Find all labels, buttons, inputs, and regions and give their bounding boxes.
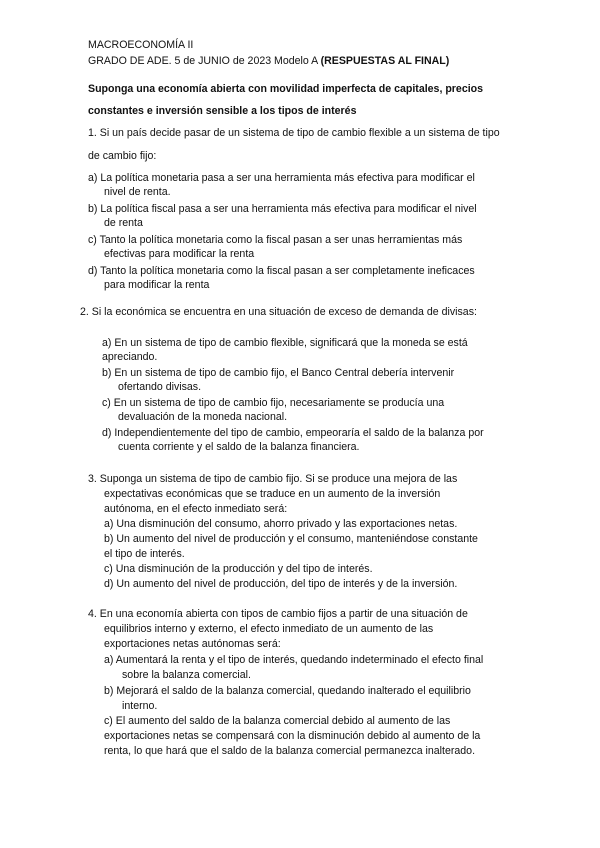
q1-stem-line-2: de cambio fijo: <box>88 150 157 162</box>
exam-answers-note: (RESPUESTAS AL FINAL) <box>320 55 450 67</box>
q2-option-a: a) En un sistema de tipo de cambio flexible, significará que la moneda se está <box>102 337 468 349</box>
q1-option-a-cont: nivel de renta. <box>104 186 171 198</box>
q1-option-a: a) La política monetaria pasa a ser una herramienta más efectiva para modificar el <box>88 172 475 184</box>
q2-option-b-cont: ofertando divisas. <box>118 381 202 393</box>
q2-option-a-cont: apreciando. <box>102 351 158 363</box>
q3-option-b-cont: el tipo de interés. <box>104 548 185 560</box>
q1-option-b-cont: de renta <box>104 217 143 229</box>
q3-stem-line-2: expectativas económicas que se traduce en un aumento de la inversión <box>104 488 441 500</box>
q4-option-b-cont: interno. <box>122 700 158 712</box>
q3-option-b: b) Un aumento del nivel de producción y el consumo, manteniéndose constante <box>104 533 478 545</box>
q4-option-a: a) Aumentará la renta y el tipo de interés, quedando indeterminado el efecto final <box>104 654 484 666</box>
intro-line-1: Suponga una economía abierta con movilidad imperfecta de capitales, precios <box>88 83 484 95</box>
q3-option-a: a) Una disminución del consumo, ahorro privado y las exportaciones netas. <box>104 518 458 530</box>
q1-option-c: c) Tanto la política monetaria como la fiscal pasan a ser unas herramientas más <box>88 234 463 246</box>
q2-stem: 2. Si la económica se encuentra en una situación de exceso de demanda de divisas: <box>80 306 477 318</box>
q2-option-d: d) Independientemente del tipo de cambio, empeoraría el saldo de la balanza por <box>102 427 484 439</box>
q3-option-c: c) Una disminución de la producción y del tipo de interés. <box>104 563 373 575</box>
q1-option-b: b) La política fiscal pasa a ser una herramienta más efectiva para modificar el nivel <box>88 203 477 215</box>
exam-date-model: GRADO DE ADE. 5 de JUNIO de 2023 Modelo A <box>88 55 321 67</box>
q4-option-c-cont-2: renta, lo que hará que el saldo de la balanza comercial permanezca inalterado. <box>104 745 476 757</box>
q2-option-d-cont: cuenta corriente y el saldo de la balanza financiera. <box>118 441 360 453</box>
q2-option-c-cont: devaluación de la moneda nacional. <box>118 411 288 423</box>
q2-option-c: c) En un sistema de tipo de cambio fijo, necesariamente se producía una <box>102 397 445 409</box>
q1-option-c-cont: efectivas para modificar la renta <box>104 248 255 260</box>
q4-stem-line-3: exportaciones netas autónomas será: <box>104 638 281 650</box>
q1-option-d-cont: para modificar la renta <box>104 279 210 291</box>
exam-info <box>88 54 449 68</box>
q4-option-c-cont: exportaciones netas se compensará con la disminución debido al aumento de la <box>104 730 481 742</box>
q4-stem-line-2: equilibrios interno y externo, el efecto inmediato de un aumento de las <box>104 623 434 635</box>
q2-option-b: b) En un sistema de tipo de cambio fijo, el Banco Central debería intervenir <box>102 367 455 379</box>
q3-option-d: d) Un aumento del nivel de producción, del tipo de interés y de la inversión. <box>104 578 458 590</box>
intro-line-2: constantes e inversión sensible a los tipos de interés <box>88 105 357 117</box>
q4-option-c: c) El aumento del saldo de la balanza comercial debido al aumento de las <box>104 715 451 727</box>
course-title: MACROECONOMÍA II <box>88 39 194 51</box>
q4-option-a-cont: sobre la balanza comercial. <box>122 669 251 681</box>
q3-stem-line-3: autónoma, en el efecto inmediato será: <box>104 503 288 515</box>
q1-option-d: d) Tanto la política monetaria como la fiscal pasan a ser completamente ineficaces <box>88 265 475 277</box>
q1-stem-line-1: 1. Si un país decide pasar de un sistema de tipo de cambio flexible a un sistema de tipo <box>88 127 500 139</box>
q3-stem-line-1: 3. Suponga un sistema de tipo de cambio fijo. Si se produce una mejora de las <box>88 473 458 485</box>
q4-option-b: b) Mejorará el saldo de la balanza comercial, quedando inalterado el equilibrio <box>104 685 471 697</box>
q4-stem-line-1: 4. En una economía abierta con tipos de cambio fijos a partir de una situación de <box>88 608 468 620</box>
